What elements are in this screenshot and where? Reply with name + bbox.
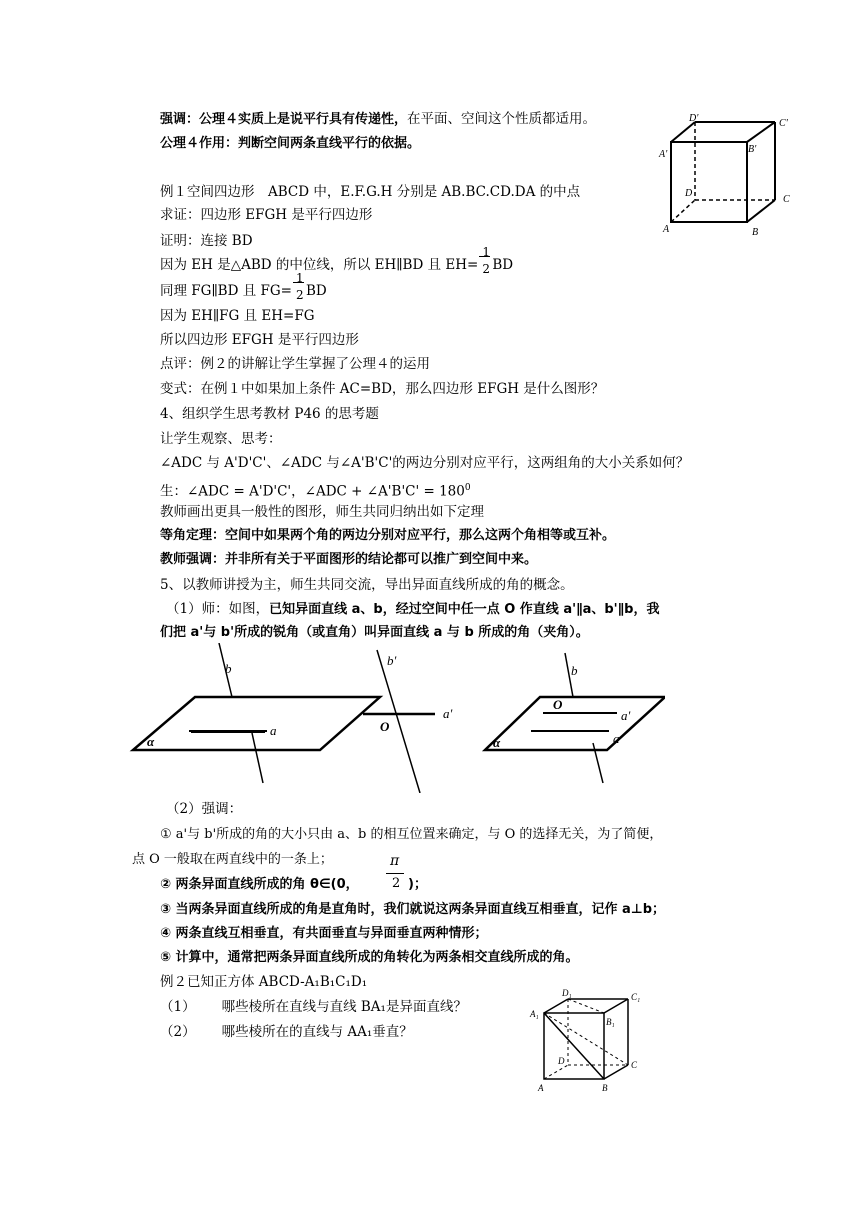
fraction-half-2 (292, 271, 306, 302)
label-O-right: O (553, 697, 563, 712)
proof-line: 证明：连接 BD (160, 233, 253, 249)
label-a-right: a (613, 731, 620, 746)
cube2-label-C1: C₁ (631, 992, 641, 1002)
angle-question-line: ∠ADC 与 A'D'C'、∠ADC 与∠A'B'C'的两边分别对应平行，这两组角的大小关系如何？ (160, 455, 690, 471)
similarly-bd: BD (305, 283, 327, 299)
student-answer-line (160, 479, 471, 501)
cube2-label-A1: A₁ (530, 1009, 539, 1019)
emphasis2-line: （2）强调： (166, 801, 243, 817)
definition-bold-1: 已知异面直线 a、b，经过空间中任一点 O 作直线 a'∥a、b'∥b，我 (269, 602, 660, 617)
fraction-numerator: 1 (295, 271, 304, 285)
question1-text: 哪些棱所在直线与直线 BA₁是异面直线？ (221, 999, 467, 1015)
definition-prefix: （1）师：如图， (166, 601, 270, 617)
label-a-left: a (270, 723, 277, 738)
emphasis-rest: 在平面、空间这个性质都适用。 (407, 111, 597, 127)
definition-line-2: 们把 a'与 b'所成的锐角（或直角）叫异面直线 a 与 b 所成的角（夹角）。 (160, 625, 589, 640)
fraction-numerator: 1 (482, 245, 490, 259)
point2-line (160, 876, 359, 894)
emphasis-bold: 强调：公理４实质上是说平行具有传递性， (160, 112, 408, 127)
cube1-label-A1: A' (659, 149, 668, 160)
plane-alpha-left (133, 697, 380, 750)
cube2-label-C: C (631, 1060, 638, 1070)
question2-number: （2） (160, 1024, 196, 1040)
prove-line: 求证：四边形 EFGH 是平行四边形 (160, 207, 373, 223)
label-alpha-left: α (147, 734, 155, 749)
pi-numerator: π (390, 853, 400, 869)
similarly-line (160, 271, 327, 302)
student-answer-text: 生：∠ADC = A'D'C'，∠ADC + ∠A'B'C' = 180 (160, 483, 465, 500)
label-b-left: b (225, 661, 232, 676)
degree-superscript: 0 (464, 483, 471, 493)
section5-line: 5、以教师讲授为主，师生共同交流，导出异面直线所成的角的概念。 (160, 577, 574, 593)
definition-line-1 (166, 600, 659, 619)
question2-line (160, 1023, 413, 1041)
cube1-label-D: D (685, 188, 693, 199)
plane-alpha-right (485, 697, 665, 750)
because-line: 因为 EH∥FG 且 EH=FG (160, 308, 315, 324)
axiom4-purpose-line: 公理４作用：判断空间两条直线平行的依据。 (160, 136, 421, 151)
pi-fraction-bar (386, 873, 404, 874)
cube2-label-A: A (538, 1083, 544, 1093)
point4-line: ④ 两条直线互相垂直，有共面垂直与异面垂直两种情形； (160, 926, 488, 941)
point2-close: )； (408, 877, 427, 892)
section4-line: 4、组织学生思考教材 P46 的思考题 (160, 406, 379, 422)
cube1-label-A: A (663, 224, 670, 235)
cube-diagram-2 (528, 985, 658, 1095)
cube1-label-D1: D' (689, 113, 699, 124)
cube2-label-D: D (558, 1056, 565, 1066)
emphasis-axiom4-line (160, 110, 596, 129)
label-alpha-right: α (493, 735, 501, 750)
comment-line: 点评：例２的讲解让学生掌握了公理４的运用 (160, 356, 430, 372)
fraction-half (478, 245, 492, 276)
teacher-draw-line: 教师画出更具一般性的图形，师生共同归纳出如下定理 (160, 504, 484, 520)
midline-bd: BD (492, 257, 514, 273)
midline-line (160, 245, 514, 276)
variant-line: 变式：在例１中如果加上条件 AC=BD，那么四边形 EFGH 是什么图形？ (160, 381, 605, 397)
teacher-emphasis: 教师强调：并非所有关于平面图形的结论都可以推广到空间中来。 (160, 552, 538, 567)
cube1-label-B1: B' (748, 144, 757, 155)
skew-lines-diagram (125, 643, 665, 793)
point5-line: ⑤ 计算中，通常把两条异面直线所成的角转化为两条相交直线所成的角。 (160, 950, 579, 965)
midline-text: 因为 EH 是△ABD 的中位线，所以 EH∥BD 且 EH= (160, 257, 479, 273)
point1-line: ① a'与 b'所成的角的大小只由 a、b 的相互位置来确定，与 O 的选择无关，为了简便， (160, 827, 663, 842)
equal-angle-theorem: 等角定理：空间中如果两个角的两边分别对应平行，那么这两个角相等或互补。 (160, 528, 616, 543)
cube2-label-D1: D₁ (562, 988, 572, 998)
observe-line: 让学生观察、思考： (160, 431, 282, 447)
fraction-denominator: 2 (295, 288, 304, 302)
question1-line (160, 998, 467, 1016)
fraction-denominator: 2 (482, 262, 490, 276)
label-aprime: a' (443, 706, 453, 721)
label-aprime-right: a' (621, 708, 631, 723)
label-O-middle: O (380, 719, 390, 734)
pi-denominator: 2 (392, 876, 401, 891)
cube1-label-C1: C' (779, 118, 788, 129)
cube1-label-C: C (783, 194, 790, 205)
point3-line: ③ 当两条异面直线所成的角是直角时，我们就说这两条异面直线互相垂直，记作 a⊥b； (160, 902, 666, 917)
question1-number: （1） (160, 999, 196, 1015)
cube2-label-B1: B₁ (606, 1017, 615, 1027)
point1-cont: 点 O 一般取在两直线中的一条上； (132, 852, 333, 867)
example1-line: 例１空间四边形 ABCD 中，E.F.G.H 分别是 AB.BC.CD.DA 的中点 (160, 184, 581, 200)
cube-diagram-1 (655, 112, 795, 238)
therefore-line: 所以四边形 EFGH 是平行四边形 (160, 332, 359, 348)
label-b-right: b (571, 663, 578, 678)
similarly-text: 同理 FG∥BD 且 FG= (160, 283, 292, 299)
example2-line: 例２已知正方体 ABCD-A₁B₁C₁D₁ (160, 974, 368, 990)
label-bprime: b' (387, 653, 397, 668)
cube1-label-B: B (752, 227, 759, 238)
cube2-label-B: B (602, 1083, 608, 1093)
question2-text: 哪些棱所在的直线与 AA₁垂直？ (221, 1024, 413, 1040)
point2-text: ② 两条异面直线所成的角 θ∈(0， (160, 877, 359, 892)
